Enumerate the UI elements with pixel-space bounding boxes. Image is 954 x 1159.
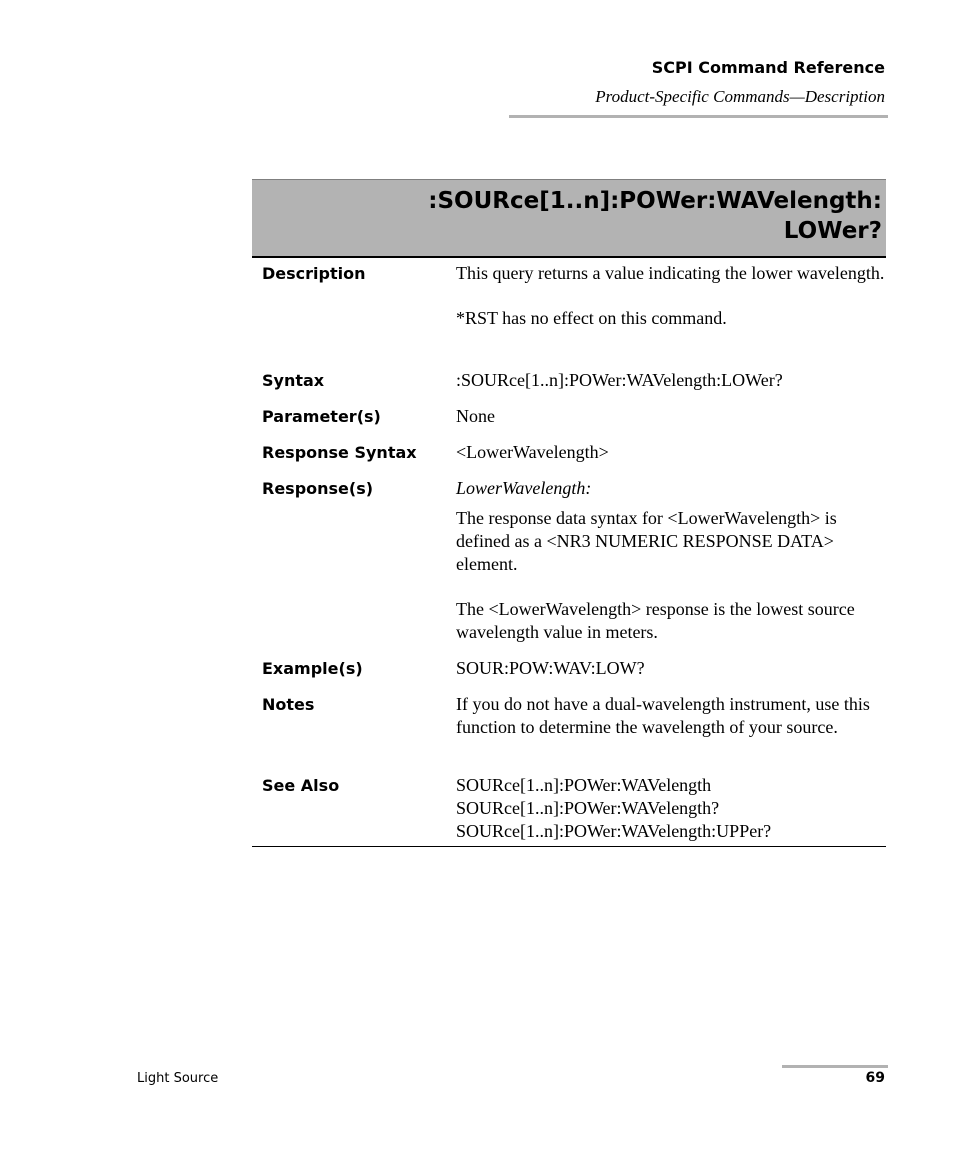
see-also-item: SOURce[1..n]:POWer:WAVelength:UPPer? xyxy=(456,821,772,841)
row-response-syntax xyxy=(252,441,886,477)
row-description xyxy=(252,262,886,369)
command-title xyxy=(428,186,882,246)
row-value xyxy=(456,477,886,657)
response-meaning-text: The <LowerWavelength> response is the lowest source wavelength value in meters. xyxy=(456,599,855,642)
row-value: SOUR:POW:WAV:LOW? xyxy=(456,658,645,678)
row-syntax xyxy=(252,369,886,405)
row-label: See Also xyxy=(262,776,340,795)
row-value: If you do not have a dual-wavelength instrument, use this function to determine the wavelength of your source. xyxy=(456,694,870,737)
row-value xyxy=(456,774,886,849)
command-details-table xyxy=(252,262,886,849)
row-label: Response Syntax xyxy=(262,443,417,462)
footer-rule xyxy=(782,1065,888,1068)
running-header-subtitle: Product-Specific Commands—Description xyxy=(595,87,885,106)
header-rule xyxy=(509,115,888,118)
see-also-item: SOURce[1..n]:POWer:WAVelength xyxy=(456,775,712,795)
row-examples xyxy=(252,657,886,693)
row-value: <LowerWavelength> xyxy=(456,442,609,462)
row-value: None xyxy=(456,406,495,426)
description-rst-note: *RST has no effect on this command. xyxy=(456,308,727,328)
row-value: :SOURce[1..n]:POWer:WAVelength:LOWer? xyxy=(456,370,783,390)
see-also-item: SOURce[1..n]:POWer:WAVelength? xyxy=(456,798,720,818)
row-notes xyxy=(252,693,886,774)
running-header-title: SCPI Command Reference xyxy=(651,58,885,77)
row-label: Example(s) xyxy=(262,659,363,678)
footer-section-name: Light Source xyxy=(137,1071,219,1086)
response-name: LowerWavelength: xyxy=(456,478,592,498)
row-value xyxy=(456,262,886,369)
row-see-also xyxy=(252,774,886,849)
response-data-syntax-text: The response data syntax for <LowerWavelength> is defined as a <NR3 NUMERIC RESPONSE DATA> element. xyxy=(456,508,837,574)
row-label: Response(s) xyxy=(262,479,374,498)
row-parameters xyxy=(252,405,886,441)
row-label: Description xyxy=(262,264,366,283)
command-title-line-2: LOWer? xyxy=(783,218,882,244)
row-label: Syntax xyxy=(262,371,325,390)
table-bottom-rule xyxy=(252,846,886,847)
row-label: Notes xyxy=(262,695,315,714)
row-responses xyxy=(252,477,886,657)
command-title-box xyxy=(252,179,886,258)
page-number: 69 xyxy=(865,1070,885,1086)
command-title-line-1: :SOURce[1..n]:POWer:WAVelength: xyxy=(428,188,882,214)
description-text: This query returns a value indicating the lower wavelength. xyxy=(456,263,885,283)
row-label: Parameter(s) xyxy=(262,407,381,426)
